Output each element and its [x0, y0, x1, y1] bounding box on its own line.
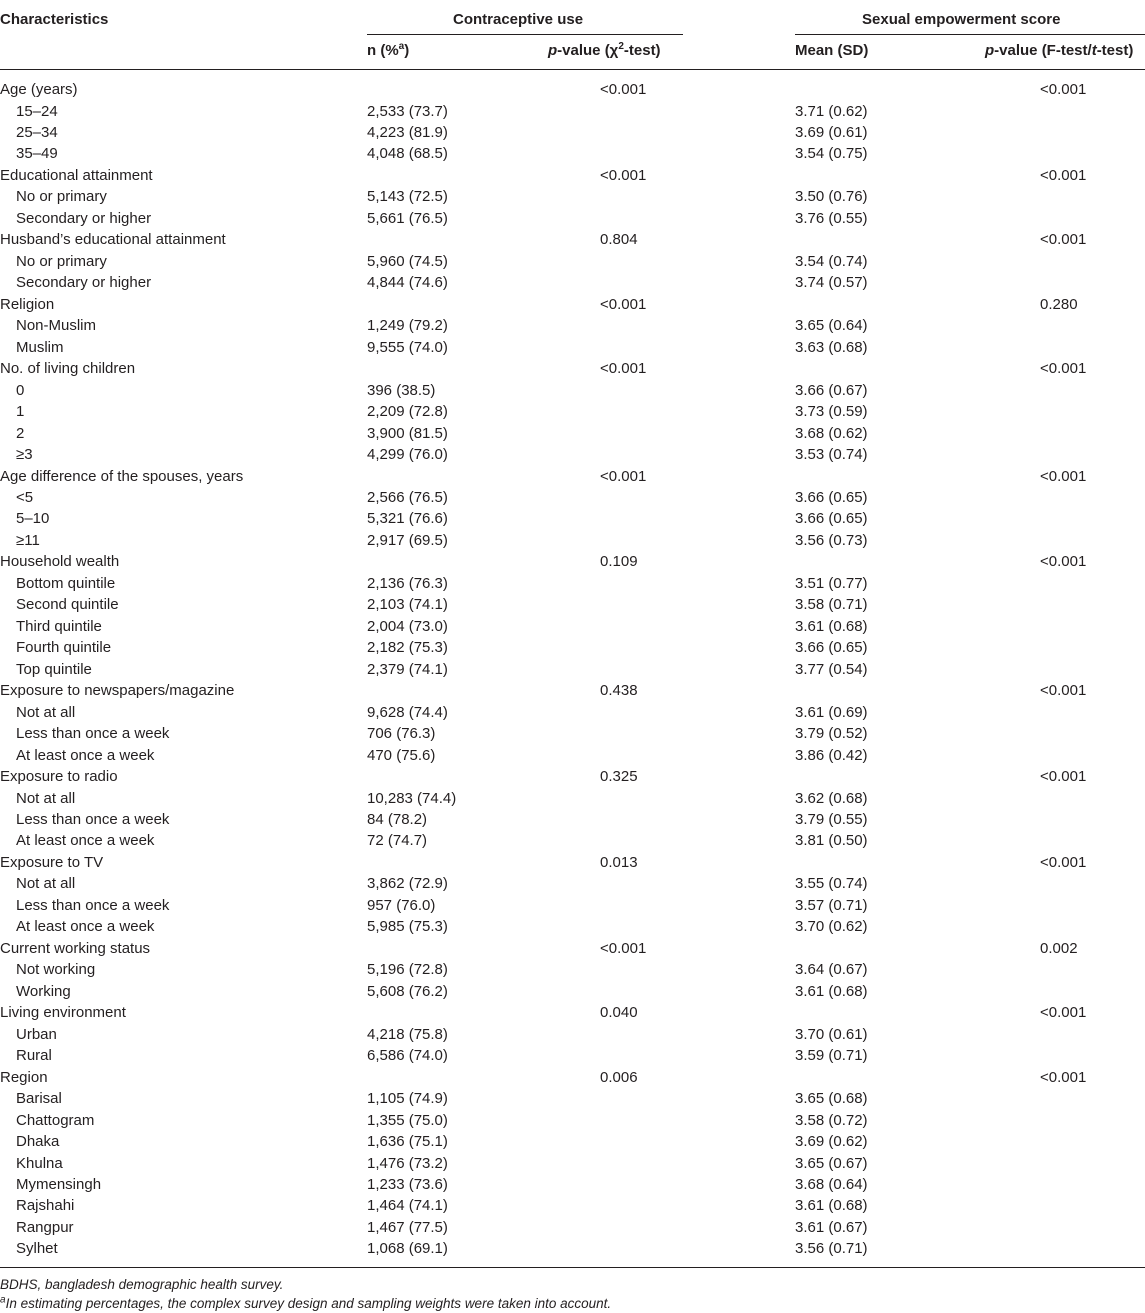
- cell-mean-sd: 3.56 (0.73): [795, 531, 868, 549]
- cell-p-f: <0.001: [1040, 768, 1087, 785]
- cell-p-f: <0.001: [1040, 682, 1087, 700]
- cell-mean-sd: 3.66 (0.65): [795, 639, 868, 657]
- row-label: Rural: [16, 1047, 52, 1065]
- cell-n-pct: 4,844 (74.6): [367, 274, 448, 292]
- cell-n-pct: 84 (78.2): [367, 811, 428, 828]
- header-contraceptive-use: Contraceptive use: [453, 11, 584, 28]
- cell-p-f: <0.001: [1040, 467, 1087, 485]
- cell-n-pct: 1,249 (79.2): [367, 317, 448, 335]
- row-label: Exposure to radio: [0, 768, 118, 785]
- header-mean-sd: Mean (SD): [795, 42, 869, 59]
- row-label: No. of living children: [0, 360, 136, 378]
- cell-p-f: <0.001: [1040, 231, 1087, 249]
- cell-n-pct: 6,586 (74.0): [367, 1047, 448, 1065]
- rule-empowerment: [795, 34, 1145, 35]
- row-label: 25–34: [16, 123, 58, 141]
- cell-n-pct: 2,379 (74.1): [367, 660, 448, 678]
- cell-p-chi: <0.001: [600, 166, 647, 184]
- row-label: Khulna: [16, 1154, 63, 1172]
- cell-n-pct: 2,103 (74.1): [367, 596, 448, 614]
- cell-mean-sd: 3.55 (0.74): [795, 875, 868, 893]
- row-label: Chattogram: [16, 1111, 95, 1129]
- cell-n-pct: 396 (38.5): [367, 381, 436, 399]
- row-label: Third quintile: [16, 617, 102, 635]
- row-label: Region: [0, 1068, 48, 1086]
- cell-n-pct: 5,321 (76.6): [367, 510, 448, 528]
- row-label: <5: [16, 488, 34, 506]
- cell-mean-sd: 3.56 (0.71): [795, 1240, 868, 1258]
- cell-mean-sd: 3.76 (0.55): [795, 209, 868, 227]
- cell-p-chi: <0.001: [600, 467, 647, 485]
- cell-p-chi: <0.001: [600, 360, 647, 378]
- row-label: Secondary or higher: [16, 209, 152, 227]
- cell-mean-sd: 3.66 (0.67): [795, 381, 868, 399]
- cell-n-pct: 2,566 (76.5): [367, 488, 448, 506]
- cell-mean-sd: 3.79 (0.52): [795, 725, 868, 743]
- cell-n-pct: 4,299 (76.0): [367, 446, 448, 463]
- cell-n-pct: 1,476 (73.2): [367, 1154, 448, 1172]
- row-label: Educational attainment: [0, 166, 153, 184]
- cell-p-f: <0.001: [1040, 166, 1087, 184]
- row-label: ≥3: [16, 446, 33, 463]
- cell-mean-sd: 3.62 (0.68): [795, 789, 868, 807]
- row-label: Urban: [16, 1025, 57, 1043]
- row-label: Current working status: [0, 939, 151, 957]
- row-label: 15–24: [16, 102, 58, 120]
- row-label: Secondary or higher: [16, 274, 152, 292]
- cell-n-pct: 2,917 (69.5): [367, 531, 448, 549]
- cell-mean-sd: 3.81 (0.50): [795, 832, 868, 850]
- row-label: Age (years): [0, 81, 78, 98]
- cell-mean-sd: 3.59 (0.71): [795, 1047, 868, 1065]
- row-label: At least once a week: [16, 918, 155, 936]
- rule-contraceptive: [367, 34, 683, 35]
- cell-p-chi: <0.001: [600, 939, 647, 957]
- cell-n-pct: 1,467 (77.5): [367, 1218, 448, 1236]
- row-label: Dhaka: [16, 1133, 60, 1150]
- cell-n-pct: 706 (76.3): [367, 725, 436, 743]
- row-label: 5–10: [16, 510, 50, 528]
- cell-p-chi: 0.013: [600, 853, 638, 871]
- cell-n-pct: 3,862 (72.9): [367, 875, 448, 893]
- cell-n-pct: 4,223 (81.9): [367, 123, 448, 141]
- row-label: At least once a week: [16, 832, 155, 850]
- row-label: Top quintile: [16, 660, 92, 678]
- cell-p-f: <0.001: [1040, 1004, 1087, 1022]
- cell-mean-sd: 3.50 (0.76): [795, 188, 868, 206]
- cell-p-f: <0.001: [1040, 360, 1087, 378]
- cell-mean-sd: 3.65 (0.67): [795, 1154, 868, 1172]
- row-label: 2: [16, 424, 25, 442]
- cell-n-pct: 2,533 (73.7): [367, 102, 448, 120]
- cell-p-f: <0.001: [1040, 1068, 1087, 1086]
- cell-mean-sd: 3.79 (0.55): [795, 811, 868, 828]
- cell-n-pct: 2,182 (75.3): [367, 639, 448, 657]
- row-label: Not at all: [16, 703, 76, 721]
- cell-mean-sd: 3.70 (0.61): [795, 1025, 868, 1043]
- cell-n-pct: 3,900 (81.5): [367, 424, 448, 442]
- cell-n-pct: 5,196 (72.8): [367, 961, 448, 979]
- cell-n-pct: 1,355 (75.0): [367, 1111, 448, 1129]
- cell-n-pct: 5,985 (75.3): [367, 918, 448, 936]
- cell-mean-sd: 3.61 (0.68): [795, 617, 868, 635]
- cell-n-pct: 72 (74.7): [367, 832, 428, 850]
- row-label: Working: [16, 982, 71, 1000]
- row-label: No or primary: [16, 252, 107, 270]
- row-label: Non-Muslim: [16, 317, 97, 335]
- row-label: Not at all: [16, 789, 76, 807]
- cell-mean-sd: 3.61 (0.68): [795, 982, 868, 1000]
- cell-n-pct: 4,218 (75.8): [367, 1025, 448, 1043]
- row-label: Religion: [0, 295, 55, 313]
- cell-n-pct: 2,136 (76.3): [367, 574, 448, 592]
- cell-p-f: 0.002: [1040, 939, 1078, 957]
- cell-p-chi: 0.804: [600, 231, 638, 249]
- cell-p-chi: 0.040: [600, 1004, 638, 1022]
- cell-mean-sd: 3.66 (0.65): [795, 510, 868, 528]
- cell-n-pct: 1,105 (74.9): [367, 1090, 448, 1108]
- cell-mean-sd: 3.65 (0.64): [795, 317, 868, 335]
- row-label: Household wealth: [0, 553, 120, 571]
- cell-mean-sd: 3.66 (0.65): [795, 488, 868, 506]
- cell-n-pct: 10,283 (74.4): [367, 789, 457, 807]
- cell-n-pct: 5,960 (74.5): [367, 252, 448, 270]
- header-p-chi: p-value $(\chi^2-test)$: [548, 41, 661, 59]
- row-label: Rangpur: [16, 1218, 74, 1236]
- row-label: Less than once a week: [16, 811, 170, 828]
- rule-header-bottom: [0, 69, 1145, 70]
- cell-p-chi: <0.001: [600, 81, 647, 98]
- cell-mean-sd: 3.61 (0.69): [795, 703, 868, 721]
- cell-p-chi: 0.006: [600, 1068, 638, 1086]
- cell-p-f: <0.001: [1040, 853, 1087, 871]
- cell-mean-sd: 3.58 (0.72): [795, 1111, 868, 1129]
- cell-n-pct: 1,636 (75.1): [367, 1133, 448, 1150]
- cell-n-pct: 5,661 (76.5): [367, 209, 448, 227]
- header-sexual-empowerment: Sexual empowerment score: [862, 11, 1061, 28]
- footnote-a: $^a$In estimating percentages, the complex survey design and sampling weights were taken into account.: [0, 1294, 612, 1311]
- cell-n-pct: 1,233 (73.6): [367, 1176, 448, 1193]
- cell-p-f: <0.001: [1040, 553, 1087, 571]
- row-label: 1: [16, 403, 25, 420]
- cell-mean-sd: 3.51 (0.77): [795, 574, 868, 592]
- cell-mean-sd: 3.57 (0.71): [795, 896, 868, 914]
- cell-p-f: <0.001: [1040, 81, 1087, 98]
- cell-n-pct: 5,608 (76.2): [367, 982, 448, 1000]
- row-label: Less than once a week: [16, 896, 170, 914]
- cell-mean-sd: 3.65 (0.68): [795, 1090, 868, 1108]
- cell-mean-sd: 3.61 (0.67): [795, 1218, 868, 1236]
- row-label: Husband’s educational attainment: [0, 231, 226, 249]
- cell-mean-sd: 3.63 (0.68): [795, 338, 868, 356]
- cell-n-pct: 2,209 (72.8): [367, 403, 448, 420]
- cell-p-f: 0.280: [1040, 295, 1078, 313]
- cell-mean-sd: 3.53 (0.74): [795, 446, 868, 463]
- cell-mean-sd: 3.74 (0.57): [795, 274, 868, 292]
- cell-mean-sd: 3.61 (0.68): [795, 1197, 868, 1215]
- footnote-abbreviation: BDHS, bangladesh demographic health survey.: [0, 1277, 284, 1292]
- row-label: Age difference of the spouses, years: [0, 467, 244, 485]
- row-label: Less than once a week: [16, 725, 170, 743]
- cell-mean-sd: 3.58 (0.71): [795, 596, 868, 614]
- row-label: Living environment: [0, 1004, 126, 1022]
- cell-mean-sd: 3.73 (0.59): [795, 403, 868, 420]
- cell-n-pct: 1,068 (69.1): [367, 1240, 448, 1258]
- cell-n-pct: 9,555 (74.0): [367, 338, 448, 356]
- cell-mean-sd: 3.54 (0.75): [795, 145, 868, 163]
- cell-mean-sd: 3.71 (0.62): [795, 102, 868, 120]
- row-label: Barisal: [16, 1090, 62, 1108]
- row-label: ≥11: [16, 531, 40, 549]
- cell-n-pct: 4,048 (68.5): [367, 145, 448, 163]
- cell-mean-sd: 3.77 (0.54): [795, 660, 868, 678]
- row-label: Exposure to newspapers/magazine: [0, 682, 235, 700]
- cell-n-pct: 957 (76.0): [367, 896, 436, 914]
- row-label: At least once a week: [16, 746, 155, 764]
- cell-mean-sd: 3.69 (0.61): [795, 123, 868, 141]
- row-label: Not working: [16, 961, 96, 979]
- cell-mean-sd: 3.54 (0.74): [795, 252, 868, 270]
- cell-mean-sd: 3.64 (0.67): [795, 961, 868, 979]
- row-label: Fourth quintile: [16, 639, 112, 657]
- row-label: No or primary: [16, 188, 107, 206]
- row-label: 0: [16, 381, 25, 399]
- cell-n-pct: 470 (75.6): [367, 746, 436, 764]
- row-label: Sylhet: [16, 1240, 58, 1258]
- row-label: Second quintile: [16, 596, 119, 614]
- cell-mean-sd: 3.69 (0.62): [795, 1133, 868, 1150]
- cell-mean-sd: 3.86 (0.42): [795, 746, 868, 764]
- header-p-f: p-value (F-test/t-test): [985, 42, 1134, 59]
- cell-mean-sd: 3.70 (0.62): [795, 918, 868, 936]
- cell-n-pct: 1,464 (74.1): [367, 1197, 448, 1215]
- cell-p-chi: <0.001: [600, 295, 647, 313]
- row-label: Mymensingh: [16, 1176, 102, 1193]
- cell-n-pct: 5,143 (72.5): [367, 188, 448, 206]
- header-characteristics: Characteristics: [0, 11, 109, 28]
- row-label: 35–49: [16, 145, 58, 163]
- rule-table-bottom: [0, 1267, 1145, 1268]
- cell-mean-sd: 3.68 (0.62): [795, 424, 868, 442]
- cell-n-pct: 9,628 (74.4): [367, 703, 448, 721]
- cell-p-chi: 0.325: [600, 768, 638, 785]
- cell-mean-sd: 3.68 (0.64): [795, 1176, 868, 1193]
- row-label: Bottom quintile: [16, 574, 116, 592]
- cell-n-pct: 2,004 (73.0): [367, 617, 448, 635]
- cell-p-chi: 0.109: [600, 553, 638, 571]
- header-n-pct: n (%$^a$): [367, 41, 410, 59]
- cell-p-chi: 0.438: [600, 682, 638, 700]
- row-label: Muslim: [16, 338, 64, 356]
- row-label: Exposure to TV: [0, 853, 104, 871]
- row-label: Rajshahi: [16, 1197, 75, 1215]
- row-label: Not at all: [16, 875, 76, 893]
